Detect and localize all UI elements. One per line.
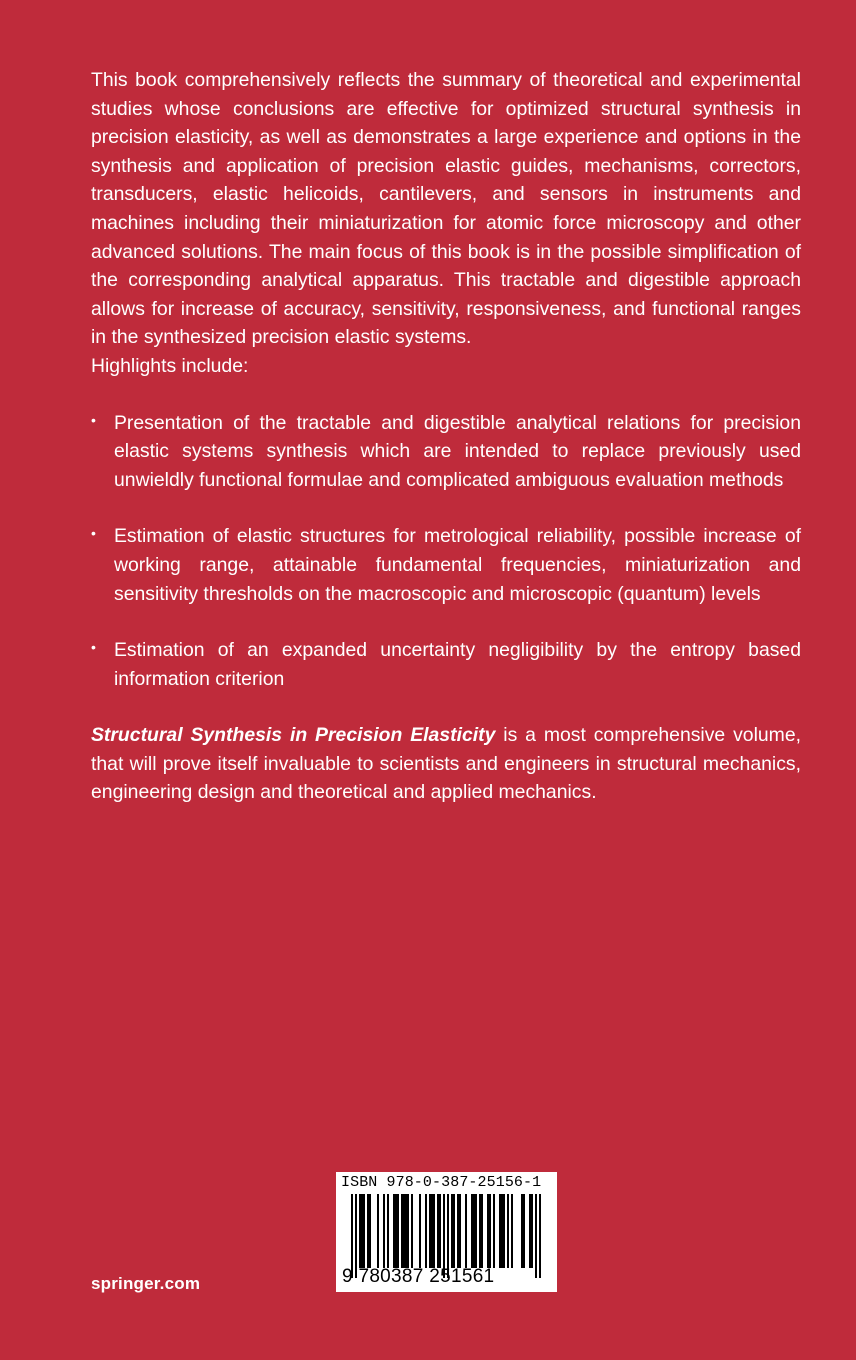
barcode-bar — [433, 1194, 435, 1268]
highlight-item — [91, 522, 801, 608]
barcode-bar — [407, 1194, 409, 1268]
highlight-text: Presentation of the tractable and digestible analytical relations for precision elastic systems synthesis which are intended to replace previously used unwieldly functional formulae and complicated ambiguous evaluation methods — [114, 411, 801, 491]
barcode-bar — [439, 1194, 441, 1268]
bullet-icon: • — [91, 411, 96, 428]
ean-digits: 9 780387 251561 — [342, 1266, 495, 1287]
barcode-bar — [499, 1194, 501, 1268]
barcode-bar — [501, 1194, 503, 1268]
barcode-bar — [403, 1194, 405, 1268]
barcode-bar — [425, 1194, 427, 1268]
barcode-bar — [487, 1194, 489, 1268]
isbn-barcode — [336, 1172, 557, 1292]
barcode-bar — [507, 1194, 509, 1268]
barcode-bar — [471, 1194, 473, 1268]
book-title: Structural Synthesis in Precision Elasticity — [91, 724, 496, 747]
barcode-bar — [535, 1194, 537, 1278]
bullet-icon: • — [91, 525, 96, 542]
highlights-list — [91, 409, 801, 694]
summary-text: is a most comprehensive volume, that will prove itself invaluable to scientists and engineers in structural mechanics, engineering design and theoretical and applied mechanics. — [91, 724, 801, 804]
barcode-bar — [465, 1194, 467, 1268]
barcode-bar — [481, 1194, 483, 1268]
barcode-bar — [521, 1194, 523, 1268]
summary-paragraph — [91, 721, 801, 807]
bullet-icon: • — [91, 639, 96, 656]
barcode-bar — [459, 1194, 461, 1268]
publisher-url: springer.com — [91, 1274, 201, 1293]
barcode-bar — [479, 1194, 481, 1268]
barcode-bar — [437, 1194, 439, 1268]
highlight-item — [91, 636, 801, 693]
barcode-bar — [359, 1194, 361, 1268]
back-cover-content — [91, 66, 801, 807]
barcode-bar — [457, 1194, 459, 1268]
barcode-bar — [377, 1194, 379, 1268]
barcode-bar — [419, 1194, 421, 1268]
barcode-bar — [475, 1194, 477, 1268]
barcode-bar — [369, 1194, 371, 1268]
barcode-bar — [387, 1194, 389, 1268]
barcode-bar — [529, 1194, 531, 1268]
barcode-bar — [503, 1194, 505, 1268]
barcode-bar — [531, 1194, 533, 1268]
barcode-bar — [451, 1194, 453, 1268]
highlights-heading: Highlights include: — [91, 354, 249, 377]
barcode-bar — [493, 1194, 495, 1268]
barcode-bar — [523, 1194, 525, 1268]
highlight-text: Estimation of elastic structures for metrological reliability, possible increase of working range, attainable fundamental frequencies, miniaturization and sensitivity thresholds on the macroscopic and microscopic (quantum) levels — [114, 525, 801, 605]
book-description: This book comprehensively reflects the summary of theoretical and experimental studies whose conclusions are effective for optimized structural synthesis in precision elasticity, as well as demonstrates a large experience and options in the synthesis and application of precision elastic guides, mechanisms, correctors, transducers, elastic helicoids, cantilevers, and sensors in instruments and machines including their miniaturization for atomic force microscopy and other advanced solutions. The main focus of this book is in the possible simplification of the corresponding analytical apparatus. This tractable and digestible approach allows for increase of accuracy, sensitivity, responsiveness, and functional ranges in the synthesized precision elastic systems. — [91, 69, 801, 349]
highlight-text: Estimation of an expanded uncertainty negligibility by the entropy based information criterion — [114, 639, 801, 690]
isbn-label: ISBN 978-0-387-25156-1 — [341, 1174, 542, 1191]
barcode-bar — [431, 1194, 433, 1268]
highlight-item — [91, 409, 801, 495]
barcode-bar — [405, 1194, 407, 1268]
barcode-bar — [393, 1194, 395, 1268]
barcode-bar — [411, 1194, 413, 1268]
barcode-bar — [539, 1194, 541, 1278]
barcode-bar — [453, 1194, 455, 1268]
barcode-bar — [511, 1194, 513, 1268]
barcode-bar — [473, 1194, 475, 1268]
barcode-bar — [429, 1194, 431, 1268]
barcode-bar — [395, 1194, 397, 1268]
barcode-bar — [363, 1194, 365, 1268]
barcode-bar — [361, 1194, 363, 1268]
barcode-bar — [367, 1194, 369, 1268]
barcode-bar — [489, 1194, 491, 1268]
barcode-bar — [397, 1194, 399, 1268]
barcode-bar — [383, 1194, 385, 1268]
barcode-bar — [401, 1194, 403, 1268]
